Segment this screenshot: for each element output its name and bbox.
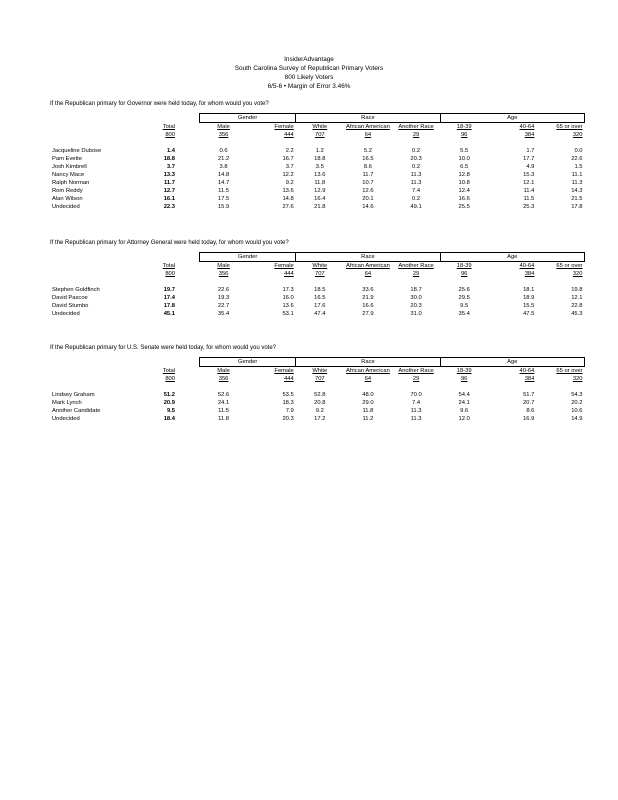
cell-value: 20.1 (362, 196, 374, 202)
column-header-row (50, 367, 585, 376)
total-value: 17.4 (163, 295, 175, 301)
total-value: 9.5 (166, 408, 175, 414)
column-header-male: Male (217, 368, 230, 374)
cell-value: 33.6 (362, 287, 374, 293)
cell-value: 14.6 (362, 204, 374, 210)
cell-value: 31.0 (410, 311, 422, 317)
table-row (50, 391, 585, 399)
cell-value: 4.9 (526, 164, 535, 170)
cell-value: 2.2 (285, 148, 294, 154)
cell-value: 0.6 (219, 148, 228, 154)
column-header-age-18-39: 18-39 (456, 263, 472, 269)
candidate-name: Josh Kimbrell (52, 164, 87, 170)
cell-value: 11.5 (218, 188, 229, 194)
cell-value: 1.2 (315, 148, 324, 154)
cell-value: 16.9 (523, 416, 535, 422)
cell-value: 16.7 (282, 156, 294, 162)
cell-value: 53.5 (282, 392, 294, 398)
cell-value: 12.4 (458, 188, 470, 194)
cell-value: 14.8 (217, 172, 230, 178)
cell-value: 1.7 (526, 148, 535, 154)
column-header-total: Total (162, 123, 175, 130)
cell-value: 11.2 (362, 416, 374, 422)
crosstab-table (50, 113, 585, 211)
cell-value: 24.1 (458, 400, 470, 406)
cell-value: 18.5 (314, 287, 326, 293)
column-header-age-40-64: 40-64 (519, 263, 535, 269)
cell-value: 22.7 (217, 303, 230, 309)
cell-value: 13.6 (282, 188, 294, 194)
cell-value: 53.1 (282, 311, 294, 317)
cell-value: 19.8 (571, 287, 583, 293)
base-count: 64 (364, 271, 372, 277)
cell-value: 3.5 (315, 164, 324, 170)
candidate-name: Another Candidate (52, 408, 101, 414)
cell-value: 54.3 (571, 392, 583, 398)
cell-value: 20.7 (523, 400, 535, 406)
cell-value: 3.7 (285, 164, 294, 170)
table-row (50, 147, 585, 155)
total-value: 18.8 (163, 156, 175, 162)
column-header-white: White (312, 124, 328, 130)
sample-size: 800 Likely Voters (284, 74, 334, 81)
cell-value: 0.2 (412, 148, 421, 154)
column-header-female: Female (274, 124, 294, 130)
total-value: 22.3 (163, 204, 175, 210)
column-header-age-18-39: 18-39 (456, 368, 472, 374)
group-race: Race (296, 358, 440, 367)
cell-value: 70.0 (410, 392, 422, 398)
cell-value: 15.3 (523, 172, 535, 178)
table-row (50, 195, 585, 203)
column-header-female: Female (274, 368, 294, 374)
group-header-row (50, 253, 585, 262)
cell-value: 15.5 (523, 303, 535, 309)
group-gender: Gender (200, 114, 296, 123)
base-count: 64 (364, 132, 372, 138)
candidate-name: Nancy Mace (52, 172, 85, 178)
cell-value: 8.6 (363, 164, 372, 170)
base-count: 444 (284, 376, 294, 382)
cell-value: 10.0 (458, 156, 470, 162)
group-age: Age (440, 358, 584, 367)
cell-value: 16.5 (314, 295, 326, 301)
cell-value: 14.8 (282, 196, 294, 202)
total-value: 1.4 (166, 148, 175, 154)
cell-value: 21.2 (217, 156, 230, 162)
survey-title: South Carolina Survey of Republican Primary Voters (234, 65, 384, 72)
base-count: 356 (218, 132, 229, 138)
cell-value: 7.4 (412, 400, 421, 406)
cell-value: 11.3 (571, 180, 583, 186)
cell-value: 11.8 (314, 180, 326, 186)
base-count: 356 (218, 376, 229, 382)
base-count: 384 (524, 132, 535, 138)
cell-value: 10.7 (362, 180, 374, 186)
cell-value: 20.2 (571, 400, 583, 406)
column-header-row (50, 123, 585, 132)
group-age: Age (440, 114, 584, 123)
table-row (50, 179, 585, 187)
cell-value: 11.1 (571, 172, 583, 178)
table-row (50, 302, 585, 310)
candidate-name: David Pascoe (52, 295, 88, 301)
cell-value: 7.9 (285, 408, 294, 414)
cell-value: 24.1 (217, 400, 230, 406)
cell-value: 15.9 (217, 204, 230, 210)
cell-value: 1.5 (574, 164, 583, 170)
cell-value: 20.3 (282, 416, 294, 422)
cell-value: 20.3 (410, 156, 422, 162)
cell-value: 11.5 (218, 408, 229, 414)
cell-value: 7.4 (412, 188, 421, 194)
base-count: 320 (572, 376, 583, 382)
column-header-age-18-39: 18-39 (456, 124, 472, 130)
cell-value: 25.6 (458, 287, 470, 293)
base-count: 707 (314, 376, 325, 382)
total-value: 11.7 (164, 180, 175, 186)
base-count: 707 (314, 271, 325, 277)
cell-value: 47.4 (314, 311, 326, 317)
base-row (50, 131, 585, 139)
cell-value: 12.1 (523, 180, 535, 186)
cell-value: 21.5 (571, 196, 583, 202)
cell-value: 11.8 (362, 408, 374, 414)
cell-value: 10.8 (458, 180, 470, 186)
cell-value: 49.1 (410, 204, 422, 210)
cell-value: 12.8 (458, 172, 470, 178)
column-header-another-race: Another Race (398, 368, 434, 374)
base-row (50, 270, 585, 278)
cell-value: 17.6 (314, 303, 326, 309)
cell-value: 6.5 (460, 164, 469, 170)
question-text: If the Republican primary for U.S. Senate were held today, for whom would you vote? (50, 345, 277, 351)
table-row (50, 286, 585, 294)
base-count: 444 (284, 132, 294, 138)
candidate-name: Undecided (52, 311, 80, 317)
group-race: Race (296, 253, 440, 262)
table-row (50, 399, 585, 407)
base-count: 800 (165, 271, 175, 277)
cell-value: 13.6 (314, 172, 326, 178)
cell-value: 21.8 (314, 204, 326, 210)
group-race: Race (296, 114, 440, 123)
group-age: Age (440, 253, 584, 262)
candidate-name: Alan Wilson (52, 196, 83, 202)
candidate-name: Pam Evette (52, 156, 82, 162)
candidate-name: Lindsey Graham (52, 392, 95, 398)
cell-value: 25.5 (458, 204, 470, 210)
cell-value: 18.8 (314, 156, 326, 162)
cell-value: 18.1 (523, 287, 535, 293)
total-value: 18.4 (163, 416, 175, 422)
candidate-name: Mark Lynch (52, 400, 82, 406)
cell-value: 29.5 (458, 295, 470, 301)
cell-value: 5.5 (460, 148, 469, 154)
cell-value: 52.6 (217, 392, 230, 398)
cell-value: 16.0 (282, 295, 294, 301)
report-header (0, 55, 618, 91)
column-header-total: Total (162, 367, 175, 374)
cell-value: 12.1 (571, 295, 583, 301)
candidate-name: Undecided (52, 204, 80, 210)
base-count: 64 (364, 376, 372, 382)
cell-value: 25.3 (523, 204, 535, 210)
cell-value: 35.4 (458, 311, 470, 317)
cell-value: 11.4 (523, 188, 535, 194)
base-count: 96 (460, 271, 468, 277)
cell-value: 11.8 (218, 416, 229, 422)
cell-value: 18.3 (282, 400, 294, 406)
cell-value: 20.8 (314, 400, 326, 406)
cell-value: 45.3 (571, 311, 583, 317)
cell-value: 11.3 (410, 172, 422, 178)
candidate-name: Jacqueline Dubose (52, 148, 102, 154)
base-count: 356 (218, 271, 229, 277)
base-count: 707 (314, 132, 325, 138)
cell-value: 29.0 (362, 400, 374, 406)
column-header-age-65-over: 65 or over (556, 368, 583, 374)
total-value: 17.8 (163, 303, 175, 309)
table-row (50, 163, 585, 171)
candidate-name: Ralph Norman (52, 180, 90, 186)
total-value: 20.9 (163, 400, 175, 406)
candidate-name: Undecided (52, 416, 80, 422)
cell-value: 17.5 (217, 196, 230, 202)
cell-value: 11.7 (362, 172, 374, 178)
cell-value: 14.7 (217, 180, 230, 186)
table-row (50, 415, 585, 423)
column-header-female: Female (274, 263, 294, 269)
table-row (50, 203, 585, 211)
total-value: 12.7 (163, 188, 175, 194)
column-header-white: White (312, 368, 328, 374)
base-count: 320 (572, 271, 583, 277)
cell-value: 19.3 (217, 295, 230, 301)
base-count: 444 (284, 271, 294, 277)
crosstab-table (50, 357, 585, 423)
column-header-another-race: Another Race (398, 263, 434, 269)
cell-value: 16.4 (314, 196, 326, 202)
cell-value: 17.2 (314, 416, 326, 422)
cell-value: 3.8 (219, 164, 228, 170)
table-row (50, 294, 585, 302)
cell-value: 8.6 (526, 408, 535, 414)
cell-value: 16.5 (362, 156, 374, 162)
total-value: 13.3 (163, 172, 175, 178)
group-gender: Gender (200, 253, 296, 262)
cell-value: 0.0 (574, 148, 583, 154)
cell-value: 16.6 (458, 196, 470, 202)
cell-value: 47.5 (523, 311, 535, 317)
cell-value: 35.4 (217, 311, 230, 317)
cell-value: 48.0 (362, 392, 374, 398)
cell-value: 11.3 (410, 180, 422, 186)
cell-value: 12.6 (362, 188, 374, 194)
column-header-male: Male (217, 263, 230, 269)
candidate-name: Stephen Goldfinch (52, 287, 100, 293)
cell-value: 11.5 (523, 196, 535, 202)
table-row (50, 187, 585, 195)
cell-value: 18.9 (523, 295, 535, 301)
group-header-row (50, 114, 585, 123)
cell-value: 0.2 (412, 196, 421, 202)
base-count: 384 (524, 271, 535, 277)
cell-value: 27.6 (282, 204, 294, 210)
cell-value: 5.2 (363, 148, 372, 154)
cell-value: 12.0 (458, 416, 470, 422)
table-row (50, 407, 585, 415)
table-row (50, 310, 585, 318)
base-count: 96 (460, 376, 468, 382)
cell-value: 9.2 (285, 180, 294, 186)
crosstab-table (50, 252, 585, 318)
cell-value: 9.6 (460, 408, 469, 414)
cell-value: 16.6 (362, 303, 374, 309)
column-header-age-40-64: 40-64 (519, 368, 535, 374)
total-value: 3.7 (166, 164, 175, 170)
column-header-african-american: African American (346, 124, 390, 130)
base-count: 384 (524, 376, 535, 382)
question-text: If the Republican primary for Governor were held today, for whom would you vote? (50, 101, 269, 107)
cell-value: 9.2 (315, 408, 324, 414)
column-header-another-race: Another Race (398, 124, 434, 130)
cell-value: 54.4 (458, 392, 470, 398)
column-header-age-65-over: 65 or over (556, 124, 583, 130)
base-count: 29 (412, 376, 420, 382)
column-header-total: Total (162, 262, 175, 269)
total-value: 16.1 (163, 196, 175, 202)
column-header-white: White (312, 263, 328, 269)
table-row (50, 155, 585, 163)
cell-value: 9.5 (460, 303, 469, 309)
base-count: 800 (165, 132, 175, 138)
total-value: 51.2 (163, 392, 175, 398)
group-header-row (50, 358, 585, 367)
table-row (50, 171, 585, 179)
base-row (50, 375, 585, 383)
cell-value: 21.9 (362, 295, 374, 301)
base-count: 800 (165, 376, 175, 382)
cell-value: 12.2 (282, 172, 294, 178)
cell-value: 27.9 (362, 311, 374, 317)
cell-value: 52.8 (314, 392, 326, 398)
group-gender: Gender (200, 358, 296, 367)
cell-value: 11.3 (410, 416, 422, 422)
cell-value: 17.7 (523, 156, 535, 162)
cell-value: 20.3 (410, 303, 422, 309)
column-header-row (50, 262, 585, 271)
base-count: 29 (412, 132, 420, 138)
total-value: 45.1 (163, 311, 175, 317)
cell-value: 18.7 (410, 287, 422, 293)
pollster-name: InsiderAdvantage (284, 56, 334, 63)
column-header-african-american: African American (346, 263, 390, 269)
cell-value: 22.6 (217, 287, 230, 293)
cell-value: 17.3 (282, 287, 294, 293)
column-header-african-american: African American (346, 368, 390, 374)
base-count: 29 (412, 271, 420, 277)
cell-value: 13.6 (282, 303, 294, 309)
candidate-name: Rom Reddy (52, 188, 83, 194)
cell-value: 14.3 (571, 188, 583, 194)
cell-value: 14.9 (571, 416, 583, 422)
cell-value: 0.2 (412, 164, 421, 170)
candidate-name: David Stumbo (52, 303, 89, 309)
base-count: 96 (460, 132, 468, 138)
cell-value: 11.3 (410, 408, 422, 414)
column-header-male: Male (217, 124, 230, 130)
cell-value: 12.9 (314, 188, 326, 194)
total-value: 19.7 (163, 287, 175, 293)
cell-value: 10.6 (571, 408, 583, 414)
cell-value: 22.6 (571, 156, 583, 162)
question-text: If the Republican primary for Attorney General were held today, for whom would you vote? (50, 240, 289, 246)
dates-margin: 6/5-6 • Margin of Error 3.46% (267, 83, 351, 90)
column-header-age-65-over: 65 or over (556, 263, 583, 269)
column-header-age-40-64: 40-64 (519, 124, 535, 130)
base-count: 320 (572, 132, 583, 138)
cell-value: 17.8 (571, 204, 583, 210)
cell-value: 30.0 (410, 295, 422, 301)
cell-value: 51.7 (523, 392, 535, 398)
cell-value: 22.8 (571, 303, 583, 309)
